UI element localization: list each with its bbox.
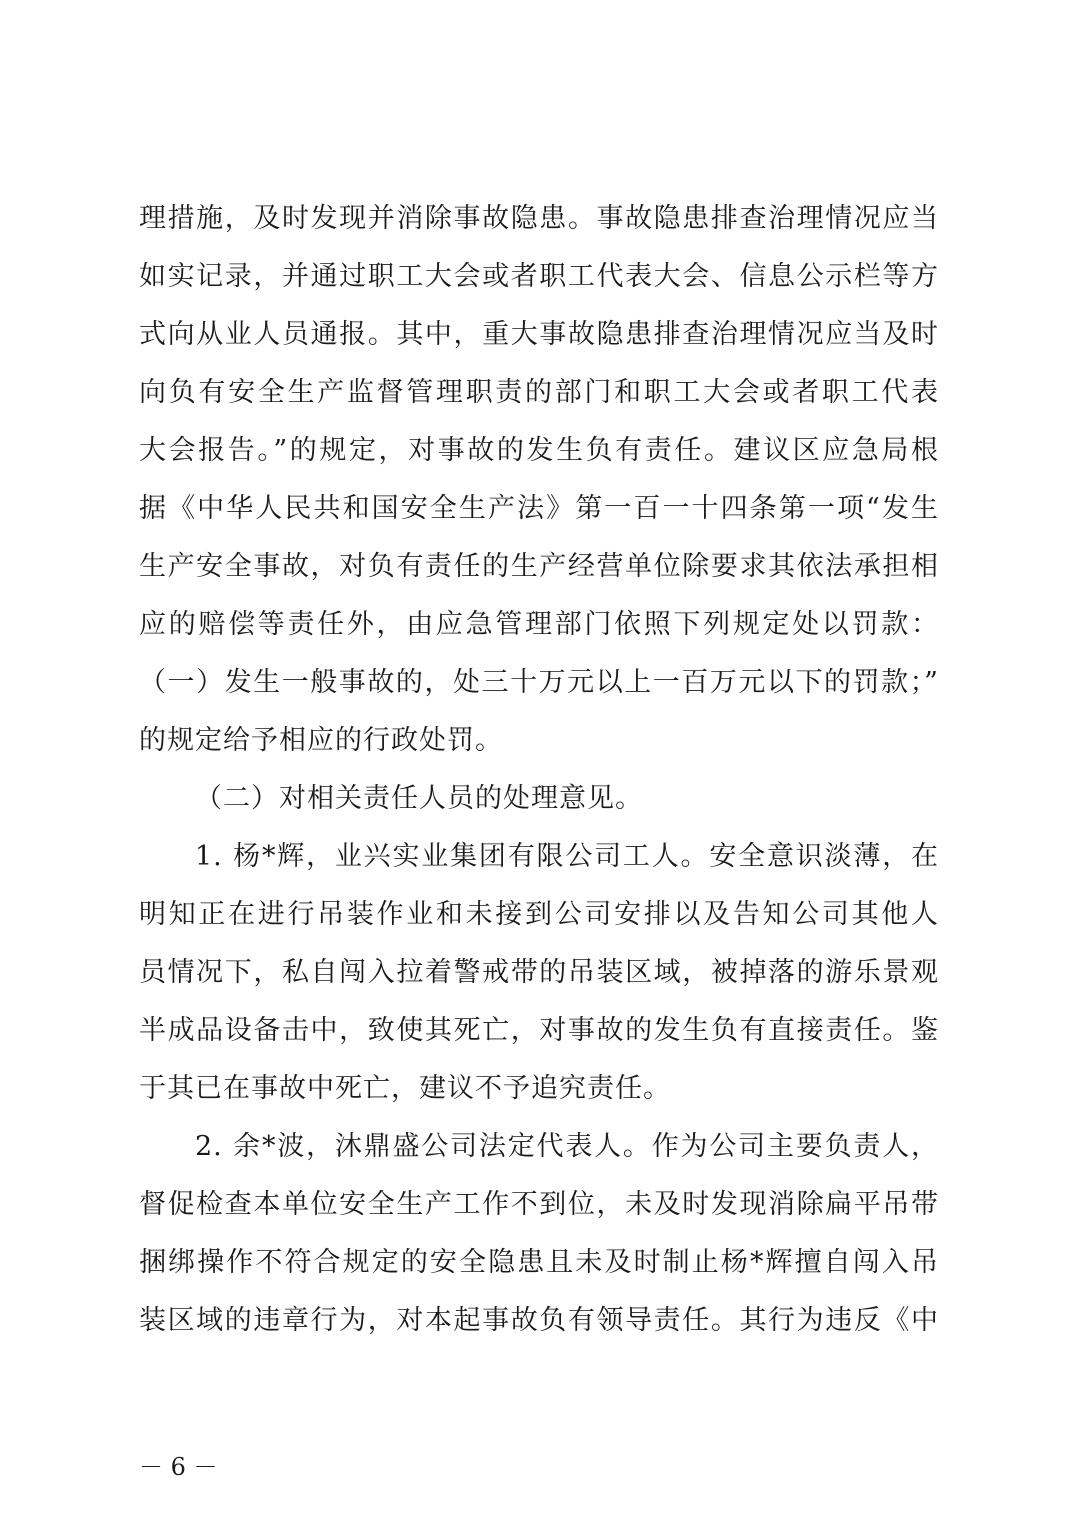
text-line: 式向从业人员通报。其中，重大事故隐患排查治理情况应当及时 (139, 319, 939, 350)
text-line: 生产安全事故，对负有责任的生产经营单位除要求其依法承担相 (139, 551, 939, 582)
section-heading: （二）对相关责任人员的处理意见。 (195, 783, 643, 814)
document-body (139, 190, 939, 1350)
text-line: 于其已在事故中死亡，建议不予追究责任。 (139, 1073, 671, 1104)
text-line: 员情况下，私自闯入拉着警戒带的吊装区域，被掉落的游乐景观 (139, 957, 939, 988)
list-item-start: 1. 杨*辉，业兴实业集团有限公司工人。安全意识淡薄，在 (195, 841, 939, 872)
text-line: 明知正在进行吊装作业和未接到公司安排以及告知公司其他人 (139, 899, 939, 930)
text-line: 向负有安全生产监督管理职责的部门和职工大会或者职工代表 (139, 377, 939, 408)
text-line: （一）发生一般事故的，处三十万元以上一百万元以下的罚款；” (139, 667, 939, 698)
text-line: 的规定给予相应的行政处罚。 (139, 725, 503, 756)
text-line: 大会报告。”的规定，对事故的发生负有责任。建议区应急局根 (139, 435, 939, 466)
text-line: 理措施，及时发现并消除事故隐患。事故隐患排查治理情况应当 (139, 203, 939, 234)
text-line: 督促检查本单位安全生产工作不到位，未及时发现消除扁平吊带 (139, 1189, 939, 1220)
text-line: 半成品设备击中，致使其死亡，对事故的发生负有直接责任。鉴 (139, 1015, 939, 1046)
page-number: － 6 － (139, 1453, 218, 1481)
text-line: 如实记录，并通过职工大会或者职工代表大会、信息公示栏等方 (139, 261, 939, 292)
text-line: 捆绑操作不符合规定的安全隐患且未及时制止杨*辉擅自闯入吊 (139, 1247, 939, 1278)
text-line: 应的赔偿等责任外，由应急管理部门依照下列规定处以罚款： (139, 609, 939, 640)
text-line: 装区域的违章行为，对本起事故负有领导责任。其行为违反《中 (139, 1305, 939, 1336)
text-line: 据《中华人民共和国安全生产法》第一百一十四条第一项“发生 (139, 493, 939, 524)
list-item-start: 2. 余*波，沐鼎盛公司法定代表人。作为公司主要负责人， (195, 1131, 939, 1162)
